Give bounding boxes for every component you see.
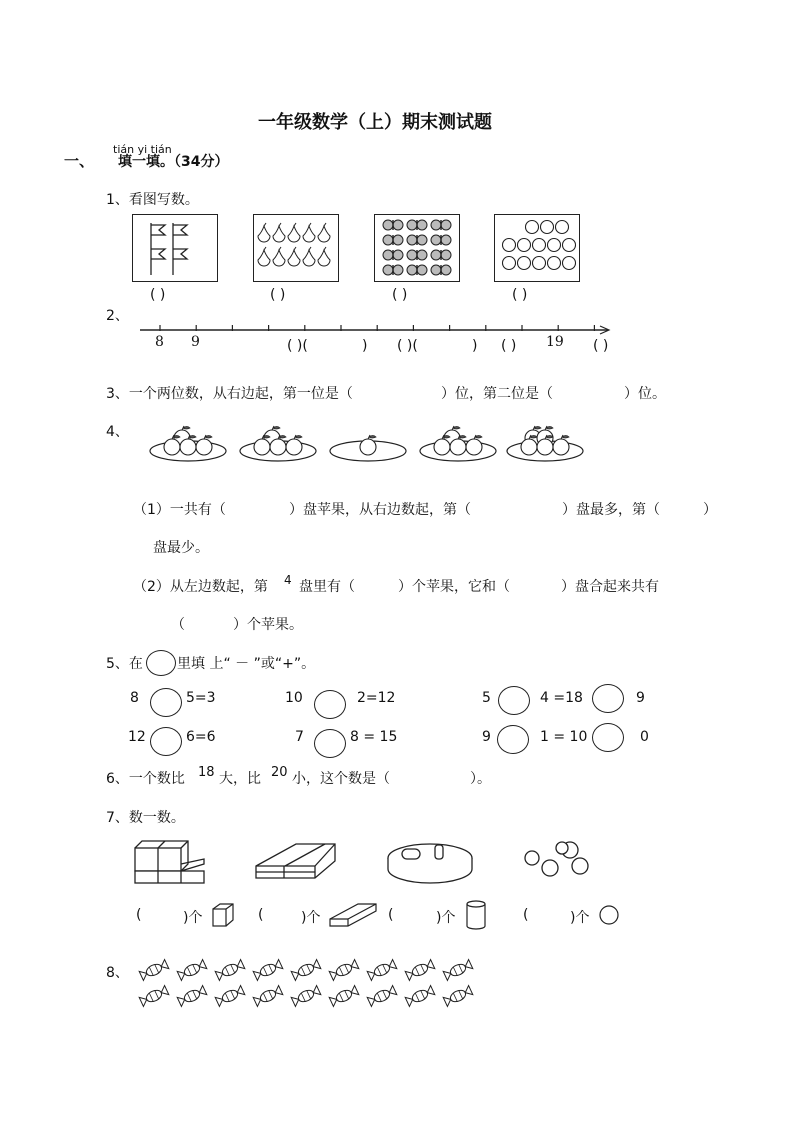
circle-icon [526, 221, 539, 234]
q7-open-2: ( [258, 907, 264, 923]
apple-icon [553, 435, 569, 455]
circle-icon [548, 239, 561, 252]
pear-icon [273, 247, 285, 266]
q4-p1-e: 盘最少。 [153, 540, 209, 556]
apple-plate [150, 426, 226, 461]
q5-head-a: 5、在 [106, 656, 143, 672]
operator-circle-7[interactable] [497, 725, 529, 754]
q5-r2-f: 1 = 10 [540, 729, 588, 745]
circle-icon [518, 257, 531, 270]
q7-close-2: )个 [301, 910, 321, 926]
q5-r1-g: 9 [636, 690, 645, 706]
q4-p1-c: ）盘最多，第（ [562, 502, 660, 518]
pinyin-annotation: tián yi tián [113, 143, 172, 156]
question-4-label: 4、 [106, 424, 129, 440]
circle-icon [533, 239, 546, 252]
apple-icon [466, 435, 482, 455]
cube-icon [210, 902, 240, 928]
answer-blank-4[interactable]: ( ) [512, 287, 528, 303]
q4-p2-e: （ [171, 617, 185, 633]
question-2-label: 2、 [106, 308, 129, 324]
q7-close-4: )个 [570, 910, 590, 926]
question-3-part2: ）位，第二位是（ [441, 386, 553, 402]
q6-part1: 6、一个数比 [106, 771, 185, 787]
question-1-label: 1、看图写数。 [106, 192, 199, 208]
pear-icon [318, 223, 330, 242]
pear-icon [258, 247, 270, 266]
candy-icon [443, 986, 473, 1007]
q4-p2-b: 盘里有（ [299, 579, 355, 595]
pear-icon [303, 223, 315, 242]
operator-circle-example [146, 650, 176, 676]
number-line-blank-d[interactable]: ) [472, 338, 478, 354]
q5-r2-c: 7 [295, 729, 304, 745]
q5-r2-b: 6=6 [186, 729, 216, 745]
q5-head-b: 里填 上“ － ”或“+”。 [177, 656, 316, 672]
pear-icon [303, 247, 315, 266]
candy-icon [177, 960, 207, 981]
butterfly-icon [407, 220, 427, 230]
butterfly-icon [383, 265, 403, 275]
answer-blank-1[interactable]: ( ) [150, 287, 166, 303]
candy-icon [443, 960, 473, 981]
circle-icon [548, 257, 561, 270]
q5-r1-b: 5=3 [186, 690, 216, 706]
question-3-part3: ）位。 [624, 386, 666, 402]
candy-icon [253, 986, 283, 1007]
candy-icon [291, 960, 321, 981]
q5-r2-g: 0 [640, 729, 649, 745]
q4-p2-num: 4 [284, 573, 292, 587]
circle-icon [563, 257, 576, 270]
apple-icon [196, 435, 212, 455]
apple-plate [420, 426, 496, 461]
butterfly-icon [407, 265, 427, 275]
q4-p2-c: ）个苹果，它和（ [398, 579, 510, 595]
butterfly-icon [383, 250, 403, 260]
number-line-blank-c[interactable]: ( )( [397, 338, 418, 354]
candy-icon [139, 986, 169, 1007]
pear-icon [288, 223, 300, 242]
number-line-blank-f[interactable]: ( ) [593, 338, 609, 354]
operator-circle-3[interactable] [498, 686, 530, 715]
operator-circle-6[interactable] [314, 729, 346, 758]
candies-picture [136, 956, 486, 1008]
q7-close-1: )个 [183, 910, 203, 926]
q4-p2-a: （2）从左边数起，第 [133, 579, 268, 595]
q4-p2-d: ）盘合起来共有 [561, 579, 659, 595]
answer-blank-3[interactable]: ( ) [392, 287, 408, 303]
q4-p2-f: ）个苹果。 [233, 617, 303, 633]
butterfly-icon [407, 235, 427, 245]
candy-icon [367, 960, 397, 981]
q5-r1-a: 8 [130, 690, 139, 706]
q7-open-3: ( [388, 907, 394, 923]
page-title: 一年级数学（上）期末测试题 [258, 112, 492, 133]
operator-circle-5[interactable] [150, 727, 182, 756]
section-heading: 填一填。（34分） [118, 154, 229, 170]
shapes-picture [130, 836, 630, 891]
question-8-label: 8、 [106, 965, 129, 981]
q6-num1: 18 [198, 765, 215, 780]
pear-icon [288, 247, 300, 266]
apple-icon [434, 435, 450, 455]
apple-icon [360, 435, 376, 455]
circle-icon [518, 239, 531, 252]
candy-icon [329, 960, 359, 981]
pear-icon [258, 223, 270, 242]
butterfly-icon [431, 220, 451, 230]
tick-label-19: 19 [546, 334, 564, 350]
q5-r1-f: 4 =18 [540, 690, 583, 706]
picture-butterflies [374, 214, 460, 282]
candy-icon [367, 986, 397, 1007]
butterfly-icon [383, 220, 403, 230]
number-line [140, 322, 610, 342]
q7-open-4: ( [523, 907, 529, 923]
apple-icon [521, 435, 537, 455]
q5-r1-c: 10 [285, 690, 303, 706]
candy-icon [329, 986, 359, 1007]
picture-flags [132, 214, 218, 282]
picture-circles [494, 214, 580, 282]
circle-icon [541, 221, 554, 234]
butterfly-icon [431, 235, 451, 245]
number-line-blank-b[interactable]: ) [362, 338, 368, 354]
apple-icon [254, 435, 270, 455]
number-line-blank-e[interactable]: ( ) [501, 338, 517, 354]
candy-icon [215, 960, 245, 981]
q7-open-1: ( [136, 907, 142, 923]
tick-label-9: 9 [191, 334, 200, 350]
picture-pears [253, 214, 339, 282]
q6-part4: ）。 [470, 771, 491, 787]
circle-icon [563, 239, 576, 252]
operator-circle-8[interactable] [592, 723, 624, 752]
cuboid-icon [328, 901, 378, 929]
answer-blank-2[interactable]: ( ) [270, 287, 286, 303]
circle-icon [533, 257, 546, 270]
apple-plate [330, 435, 406, 461]
candy-icon [177, 986, 207, 1007]
candy-icon [215, 986, 245, 1007]
cylinder-icon [464, 899, 490, 931]
q6-part2: 大，比 [219, 771, 261, 787]
butterfly-icon [431, 250, 451, 260]
circle-icon [503, 257, 516, 270]
circle-icon [503, 239, 516, 252]
pear-icon [318, 247, 330, 266]
q4-p1-a: （1）一共有（ [133, 502, 226, 518]
q5-r1-d: 2=12 [357, 690, 396, 706]
pear-icon [273, 223, 285, 242]
q5-r2-e: 9 [482, 729, 491, 745]
butterfly-icon [431, 265, 451, 275]
candy-icon [253, 960, 283, 981]
q6-part3: 小，这个数是（ [292, 771, 390, 787]
section-number: 一、 [64, 152, 95, 170]
butterfly-icon [407, 250, 427, 260]
sphere-icon [598, 904, 622, 928]
q6-num2: 20 [271, 765, 288, 780]
question-3-part1: 3、一个两位数，从右边起，第一位是（ [106, 386, 353, 402]
tick-label-8: 8 [155, 334, 164, 350]
q4-p1-b: ）盘苹果，从右边数起，第（ [289, 502, 471, 518]
apple-plates [140, 418, 600, 468]
q5-r2-a: 12 [128, 729, 146, 745]
candy-icon [139, 960, 169, 981]
q5-r2-d: 8 = 15 [350, 729, 398, 745]
operator-circle-2[interactable] [314, 690, 346, 719]
butterfly-icon [383, 235, 403, 245]
number-line-blank-a[interactable]: ( )( [287, 338, 308, 354]
operator-circle-4[interactable] [592, 684, 624, 713]
apple-plate [240, 426, 316, 461]
question-7-label: 7、数一数。 [106, 810, 185, 826]
q4-p1-d: ） [703, 502, 717, 518]
candy-icon [405, 986, 435, 1007]
candy-icon [291, 986, 321, 1007]
circle-icon [556, 221, 569, 234]
apple-icon [286, 435, 302, 455]
apple-icon [164, 435, 180, 455]
operator-circle-1[interactable] [150, 688, 182, 717]
q5-r1-e: 5 [482, 690, 491, 706]
apple-plate [507, 426, 583, 461]
candy-icon [405, 960, 435, 981]
q7-close-3: )个 [436, 910, 456, 926]
